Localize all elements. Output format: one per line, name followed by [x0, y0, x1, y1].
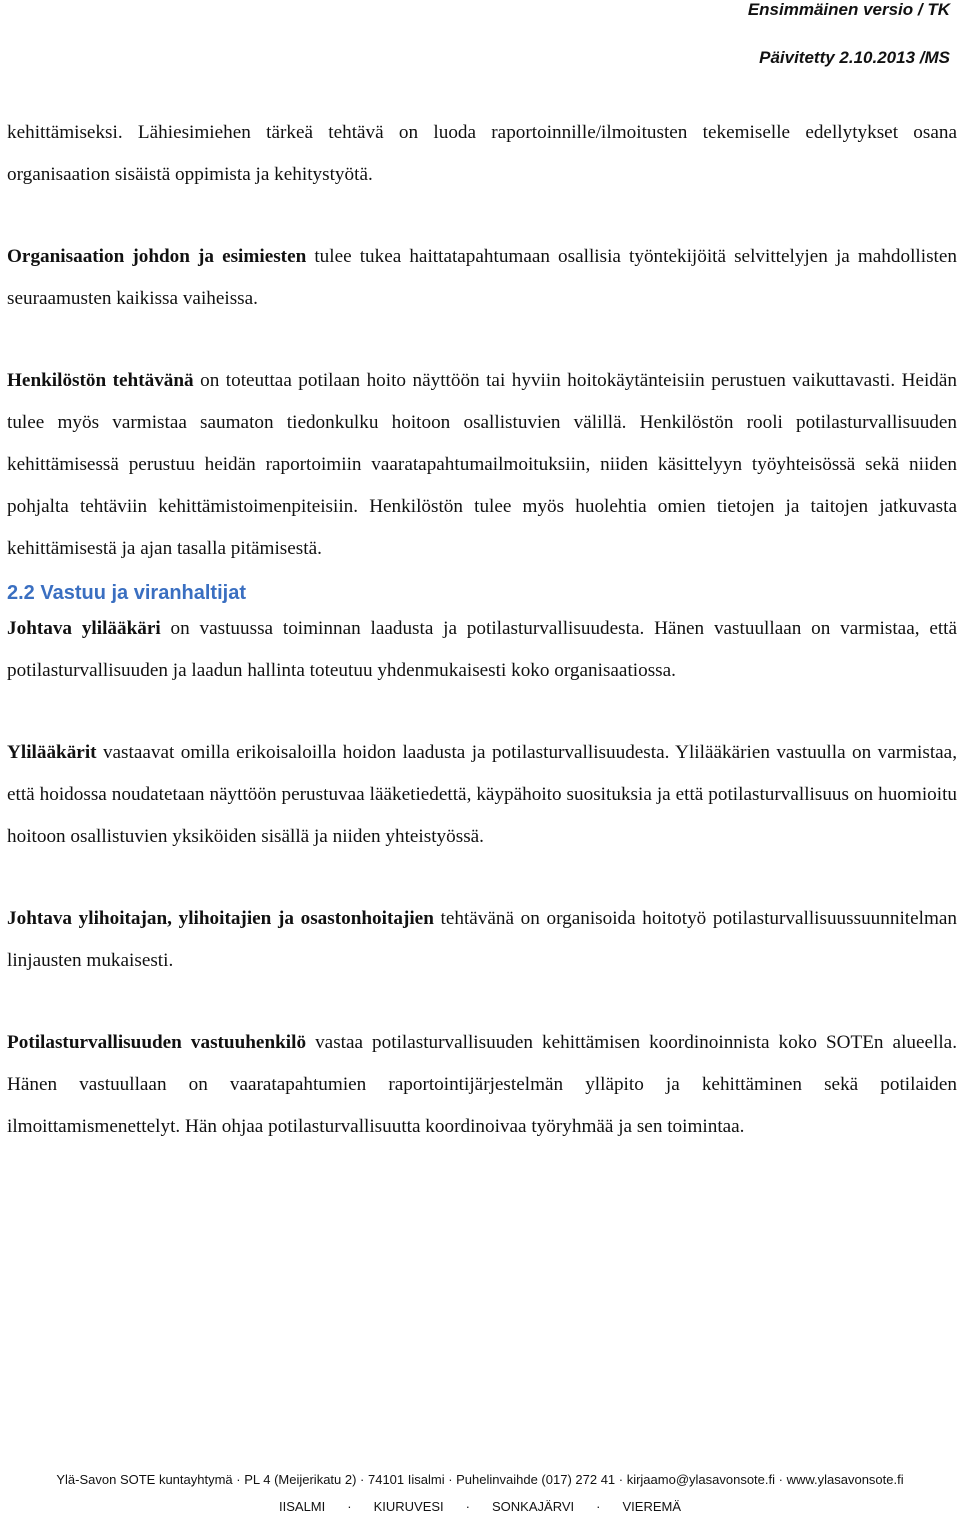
section-heading: 2.2 Vastuu ja viranhaltijat — [7, 582, 246, 604]
paragraph-henkilosto-text: on toteuttaa potilaan hoito näyttöön tai hyviin hoitokäytänteisiin perustuen vaikuttavasti. Heidän tulee myös varmistaa saumaton tiedonkulku hoitoon osallistuvien välillä. Henkilöstön rooli potilasturvallisuuden kehittämisessä perustuu heidän raportoimiin vaaratapahtumailmoituksiin, niiden käsittelyyn työyhteisössä sekä niiden pohjalta tehtäviin kehittämistoimenpiteisiin. Henkilöstön tulee myös huolehtia omien tietojen ja taitojen jatkuvasta kehittämisestä ja ajan tasalla pitämisestä. — [7, 370, 957, 559]
paragraph-hoitajat — [7, 898, 957, 982]
footer-separator: · — [465, 1499, 471, 1514]
footer-separator: · — [347, 1499, 352, 1514]
footer-town: VIEREMÄ — [622, 1499, 681, 1514]
document-updated: Päivitetty 2.10.2013 /MS — [759, 48, 950, 67]
footer-town: IISALMI — [279, 1499, 326, 1514]
footer-towns — [0, 1499, 960, 1514]
paragraph-vastuuhenkilo — [7, 1022, 957, 1148]
paragraph-vastuuhenkilo-term: Potilasturvallisuuden vastuuhenkilö — [7, 1032, 307, 1053]
footer-contact: Ylä-Savon SOTE kuntayhtymä · PL 4 (Meijerikatu 2) · 74101 Iisalmi · Puhelinvaihde (017) 272 41 · kirjaamo@ylasavonsote.fi · www.ylasavonsote.fi — [56, 1472, 904, 1487]
paragraph-ylilaakarit-term: Ylilääkärit — [7, 742, 97, 763]
footer-separator: · — [596, 1499, 601, 1514]
footer-town: KIURUVESI — [373, 1499, 444, 1514]
document-version: Ensimmäinen versio / TK — [747, 0, 950, 19]
paragraph-johto-text: tulee tukea haittatapahtumaan osallisia työntekijöitä selvittelyjen ja mahdollisten seuraamusten kaikissa vaiheissa. — [7, 246, 957, 309]
paragraph-johtava-ylilaakari-term: Johtava ylilääkäri — [7, 618, 161, 639]
paragraph-ylilaakarit-text: vastaavat omilla erikoisaloilla hoidon laadusta ja potilasturvallisuudesta. Ylilääkärien vastuulla on varmistaa, että hoidossa noudatetaan näyttöön perustuvaa lääketiedettä, käypähoito suosituksia ja että potilasturvallisuus on huomioitu hoitoon osallistuvien yksiköiden sisällä ja niiden yhteistyössä. — [7, 742, 957, 847]
document-body — [7, 112, 957, 1148]
paragraph-hoitajat-term: Johtava ylihoitajan, ylihoitajien ja osastonhoitajien — [7, 908, 434, 929]
paragraph-vastuuhenkilo-text: vastaa potilasturvallisuuden kehittämisen koordinoinnista koko SOTEn alueella. Hänen vastuullaan on vaaratapahtumien raportointijärjestelmän ylläpito ja kehittäminen sekä potilaiden ilmoittamismenettelyt. Hän ohjaa potilasturvallisuutta koordinoivaa työryhmää ja sen toimintaa. — [7, 1032, 957, 1137]
footer-town: SONKAJÄRVI — [492, 1499, 575, 1514]
paragraph-johtava-ylilaakari-text: on vastuussa toiminnan laadusta ja potilasturvallisuudesta. Hänen vastuullaan on varmistaa, että potilasturvallisuuden ja laadun hallinta toteutuu yhdenmukaisesti koko organisaatiossa. — [7, 618, 958, 681]
paragraph-ylilaakarit — [7, 732, 957, 858]
paragraph-johto — [7, 236, 957, 320]
paragraph-lahiesimies: kehittämiseksi. Lähiesimiehen tärkeä tehtävä on luoda raportoinnille/ilmoitusten tekemiselle edellytykset osana organisaation sisäistä oppimista ja kehitystyötä. — [7, 122, 957, 185]
paragraph-johto-term: Organisaation johdon ja esimiesten — [7, 246, 307, 267]
paragraph-hoitajat-text: tehtävänä on organisoida hoitotyö potilasturvallisuussuunnitelman linjausten mukaisesti. — [7, 908, 957, 971]
paragraph-henkilosto-term: Henkilöstön tehtävänä — [7, 370, 194, 391]
paragraph-henkilosto — [7, 360, 957, 570]
paragraph-johtava-ylilaakari — [7, 608, 957, 692]
